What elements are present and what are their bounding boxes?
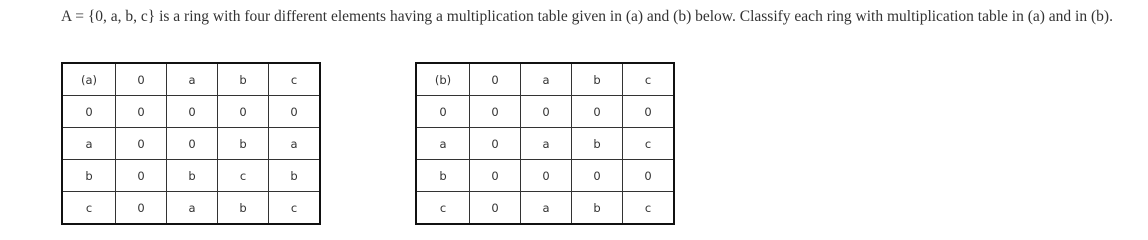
- table-row: [416, 192, 674, 225]
- column-header: b: [572, 63, 623, 96]
- table-cell: a: [269, 128, 321, 160]
- table-cell: 0: [470, 128, 521, 160]
- table-cell: 0: [572, 160, 623, 192]
- table-cell: 0: [218, 96, 269, 128]
- table-row: [416, 96, 674, 128]
- row-header: 0: [416, 96, 470, 128]
- table-cell: c: [623, 128, 675, 160]
- row-header: a: [62, 128, 116, 160]
- table-cell: c: [623, 192, 675, 225]
- table-cell: 0: [623, 160, 675, 192]
- table-cell: 0: [116, 96, 167, 128]
- column-header: c: [269, 63, 321, 96]
- row-header: b: [62, 160, 116, 192]
- table-cell: c: [218, 160, 269, 192]
- multiplication-table-a: [61, 62, 321, 225]
- table-cell: b: [572, 192, 623, 225]
- table-cell: a: [521, 192, 572, 225]
- table-row: [62, 192, 320, 225]
- column-header: 0: [470, 63, 521, 96]
- table-header-row: [62, 63, 320, 96]
- table-cell: 0: [116, 160, 167, 192]
- table-cell: a: [167, 192, 218, 225]
- column-header: b: [218, 63, 269, 96]
- table-header-row: [416, 63, 674, 96]
- row-header: 0: [62, 96, 116, 128]
- row-header: c: [62, 192, 116, 225]
- table-row: [62, 128, 320, 160]
- table-row: [62, 96, 320, 128]
- table-cell: 0: [269, 96, 321, 128]
- column-header: a: [167, 63, 218, 96]
- row-header: a: [416, 128, 470, 160]
- column-header: a: [521, 63, 572, 96]
- table-cell: a: [521, 128, 572, 160]
- table-cell: 0: [521, 96, 572, 128]
- table-cell: b: [218, 128, 269, 160]
- row-header: b: [416, 160, 470, 192]
- table-cell: 0: [470, 96, 521, 128]
- table-cell: 0: [572, 96, 623, 128]
- row-header: c: [416, 192, 470, 225]
- table-cell: 0: [116, 128, 167, 160]
- table-cell: b: [167, 160, 218, 192]
- multiplication-table-b: [415, 62, 675, 225]
- table-label: (b): [416, 63, 470, 96]
- table-row: [416, 160, 674, 192]
- question-text: A = {0, a, b, c} is a ring with four different elements having a multiplication table given in (a) and (b) below. Classify each ring with multiplication table in (a) and in (b).: [61, 8, 1113, 25]
- table-row: [416, 128, 674, 160]
- table-cell: b: [218, 192, 269, 225]
- table-cell: 0: [470, 192, 521, 225]
- table-cell: c: [269, 192, 321, 225]
- table-cell: 0: [470, 160, 521, 192]
- table-cell: b: [269, 160, 321, 192]
- table-label: (a): [62, 63, 116, 96]
- table-row: [62, 160, 320, 192]
- column-header: c: [623, 63, 675, 96]
- table-cell: 0: [521, 160, 572, 192]
- table-cell: b: [572, 128, 623, 160]
- table-cell: 0: [116, 192, 167, 225]
- table-cell: 0: [167, 128, 218, 160]
- table-cell: 0: [167, 96, 218, 128]
- column-header: 0: [116, 63, 167, 96]
- table-cell: 0: [623, 96, 675, 128]
